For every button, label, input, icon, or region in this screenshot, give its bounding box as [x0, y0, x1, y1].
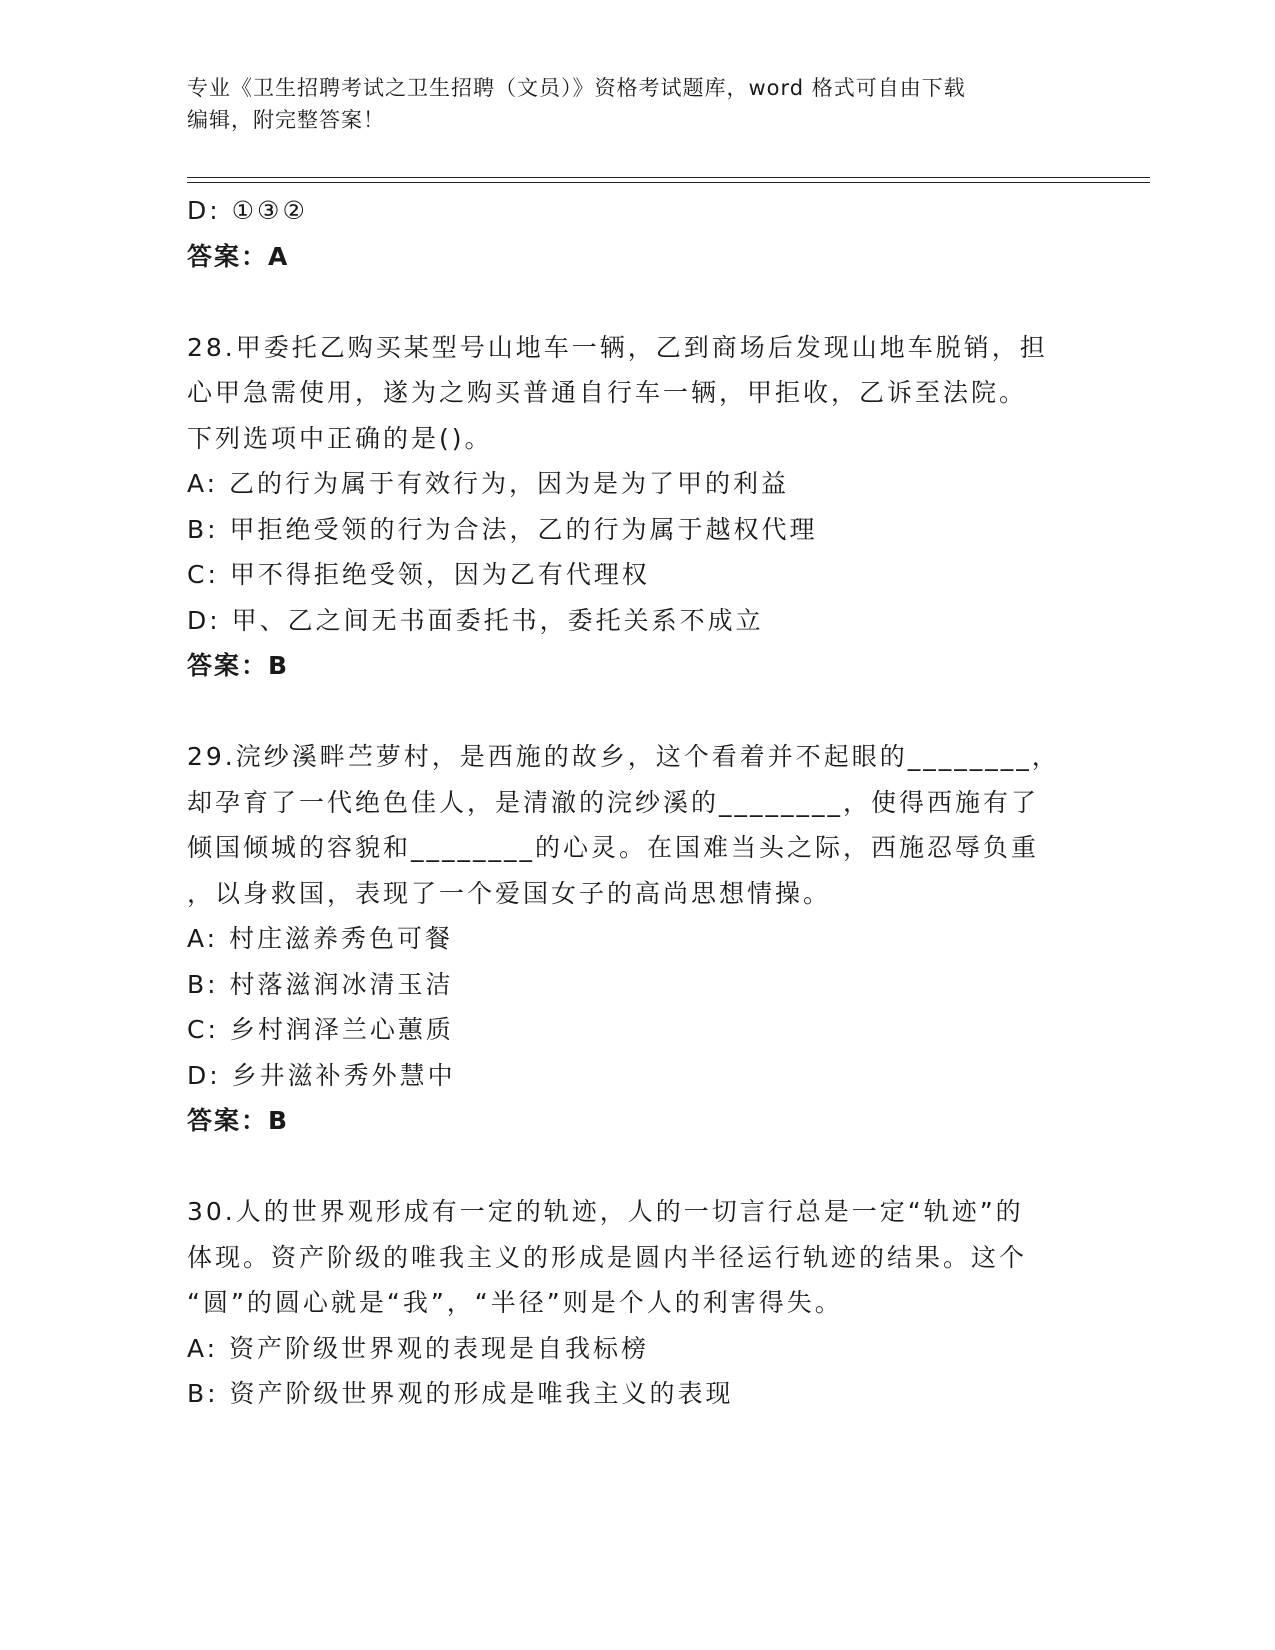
answer-line: 答案：B	[187, 651, 290, 680]
spacer	[187, 279, 1087, 325]
option-a: A: 资产阶级世界观的表现是自我标榜	[187, 1333, 650, 1363]
spacer	[187, 689, 1087, 735]
question-stem-line: ，以身救国，表现了一个爱国女子的高尚思想情操。	[187, 878, 832, 908]
question-stem-line: 下列选项中正确的是()。	[187, 423, 493, 453]
question-stem-line: 体现。资产阶级的唯我主义的形成是圆内半径运行轨迹的结果。这个	[187, 1242, 1028, 1272]
header-divider-top	[187, 177, 1150, 178]
header-line-1: 专业《卫生招聘考试之卫生招聘（文员）》资格考试题库，word 格式可自由下载	[187, 76, 966, 100]
question-stem-line: 29.浣纱溪畔苎萝村，是西施的故乡，这个看着并不起眼的________，	[187, 742, 1060, 771]
header-divider-bottom	[187, 182, 1150, 183]
header-line-2: 编辑，附完整答案！	[187, 108, 385, 132]
option-c: C: 乡村润泽兰心蕙质	[187, 1015, 454, 1044]
answer-line: 答案：B	[187, 1106, 290, 1135]
option-b: B: 村落滋润冰清玉洁	[187, 969, 454, 999]
spacer	[187, 1144, 1087, 1190]
question-stem-line: 心甲急需使用，遂为之购买普通自行车一辆，甲拒收，乙诉至法院。	[187, 378, 1028, 407]
question-30	[187, 1189, 1087, 1417]
question-stem-line: 30.人的世界观形成有一定的轨迹，人的一切言行总是一定“轨迹”的	[187, 1197, 1024, 1226]
option-a: A: 乙的行为属于有效行为，因为是为了甲的利益	[187, 469, 790, 498]
option-c: C: 甲不得拒绝受领，因为乙有代理权	[187, 560, 650, 589]
option-d: D: ①③②	[187, 196, 308, 225]
answer-line: 答案：A	[187, 241, 290, 271]
question-27-tail	[187, 188, 1087, 279]
question-stem-line: 倾国倾城的容貌和________的心灵。在国难当头之际，西施忍辱负重	[187, 833, 1040, 862]
question-28	[187, 325, 1087, 689]
question-29	[187, 734, 1087, 1144]
option-d: D: 乡井滋补秀外慧中	[187, 1060, 456, 1090]
option-d: D: 甲、乙之间无书面委托书，委托关系不成立	[187, 605, 764, 635]
question-stem-line: 却孕育了一代绝色佳人，是清澈的浣纱溪的________，使得西施有了	[187, 787, 1040, 817]
option-b: B: 资产阶级世界观的形成是唯我主义的表现	[187, 1379, 734, 1408]
option-b: B: 甲拒绝受领的行为合法，乙的行为属于越权代理	[187, 514, 818, 544]
question-stem-line: 28.甲委托乙购买某型号山地车一辆，乙到商场后发现山地车脱销，担	[187, 332, 1048, 362]
option-a: A: 村庄滋养秀色可餐	[187, 924, 454, 953]
document-body	[187, 188, 1087, 1417]
page-header	[187, 72, 1087, 136]
question-stem-line: “圆”的圆心就是“我”，“半径”则是个人的利害得失。	[187, 1288, 843, 1317]
